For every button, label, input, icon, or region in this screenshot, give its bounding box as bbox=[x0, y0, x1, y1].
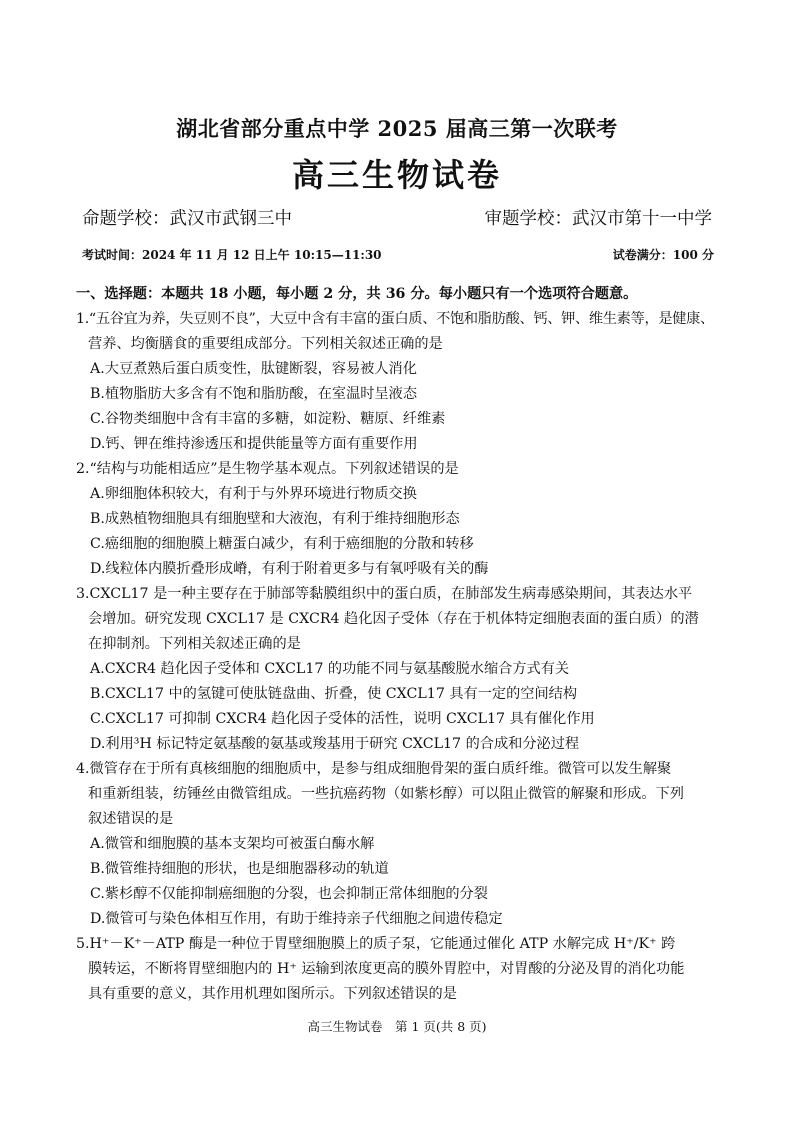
question-option: C.CXCL17 可抑制 CXCR4 趋化因子受体的活性，说明 CXCL17 具有催化作用 bbox=[90, 711, 595, 727]
full-score: 试卷满分：100 分 bbox=[612, 248, 714, 262]
question-stem-line: 5.H⁺－K⁺－ATP 酶是一种位于胃壁细胞膜上的质子泵，它能通过催化 ATP 水解完成 H⁺/K⁺ 跨 bbox=[76, 936, 676, 952]
question-option: D.线粒体内膜折叠形成嵴，有利于附着更多与有氧呼吸有关的酶 bbox=[90, 561, 489, 577]
question-stem-line: 和重新组装，纺锤丝由微管组成。一些抗癌药物（如紫杉醇）可以阻止微管的解聚和形成。下列 bbox=[88, 786, 684, 802]
question-option: B.成熟植物细胞具有细胞壁和大液泡，有利于维持细胞形态 bbox=[90, 511, 460, 527]
question-option: D.利用³H 标记特定氨基酸的氨基或羧基用于研究 CXCL17 的合成和分泌过程 bbox=[90, 736, 580, 752]
question-stem-line: 4.微管存在于所有真核细胞的细胞质中，是参与组成细胞骨架的蛋白质纤维。微管可以发生解聚 bbox=[76, 761, 672, 777]
setter-school: 命题学校：武汉市武钢三中 bbox=[82, 209, 292, 229]
question-option: A.微管和细胞膜的基本支架均可被蛋白酶水解 bbox=[90, 836, 375, 852]
exam-time: 考试时间：2024 年 11 月 12 日上午 10:15—11:30 bbox=[82, 248, 382, 262]
question-stem-line: 在抑制剂。下列相关叙述正确的是 bbox=[88, 636, 301, 652]
question-stem-line: 3.CXCL17 是一种主要存在于肺部等黏膜组织中的蛋白质，在肺部发生病毒感染期间，其表达水平 bbox=[76, 586, 693, 602]
question-option: B.微管维持细胞的形状，也是细胞器移动的轨道 bbox=[90, 861, 389, 877]
exam-meta bbox=[82, 246, 714, 264]
question-stem-line: 膜转运，不断将胃壁细胞内的 H⁺ 运输到浓度更高的膜外胃腔中，对胃酸的分泌及胃的消化功能 bbox=[88, 961, 685, 977]
question-stem-line: 2.“结构与功能相适应”是生物学基本观点。下列叙述错误的是 bbox=[76, 461, 459, 477]
question-stem-line: 叙述错误的是 bbox=[88, 811, 174, 827]
question-option: C.紫杉醇不仅能抑制癌细胞的分裂，也会抑制正常体细胞的分裂 bbox=[90, 886, 488, 902]
question-option: C.癌细胞的细胞膜上糖蛋白减少，有利于癌细胞的分散和转移 bbox=[90, 536, 474, 552]
question-stem-line: 1.“五谷宜为养，失豆则不良”，大豆中含有丰富的蛋白质、不饱和脂肪酸、钙、钾、维生素等，是健康、 bbox=[76, 311, 714, 327]
school-info bbox=[82, 205, 712, 231]
page-footer: 高三生物试卷 第 1 页(共 8 页) bbox=[307, 1019, 487, 1034]
question-option: D.微管可与染色体相互作用，有助于维持亲子代细胞之间遗传稳定 bbox=[90, 911, 503, 927]
section-heading: 一、选择题：本题共 18 小题，每小题 2 分，共 36 分。每小题只有一个选项符合题意。 bbox=[76, 286, 638, 302]
question-option: C.谷物类细胞中含有丰富的多糖，如淀粉、糖原、纤维素 bbox=[90, 411, 446, 427]
exam-title: 湖北省部分重点中学 2025 届高三第一次联考 bbox=[176, 116, 618, 141]
question-option: A.大豆煮熟后蛋白质变性，肽键断裂，容易被人消化 bbox=[90, 361, 417, 377]
question-option: A.卵细胞体积较大，有利于与外界环境进行物质交换 bbox=[90, 486, 417, 502]
paper-title: 高三生物试卷 bbox=[291, 156, 502, 194]
question-option: B.CXCL17 中的氢键可使肽链盘曲、折叠，使 CXCL17 具有一定的空间结构 bbox=[90, 686, 578, 702]
question-option: D.钙、钾在维持渗透压和提供能量等方面有重要作用 bbox=[90, 436, 418, 452]
question-stem-line: 会增加。研究发现 CXCL17 是 CXCR4 趋化因子受体（存在于机体特定细胞表面的蛋白质）的潜 bbox=[88, 611, 699, 627]
question-stem-line: 营养、均衡膳食的重要组成部分。下列相关叙述正确的是 bbox=[88, 336, 443, 352]
question-stem-line: 具有重要的意义，其作用机理如图所示。下列叙述错误的是 bbox=[88, 986, 457, 1002]
question-option: B.植物脂肪大多含有不饱和脂肪酸，在室温时呈液态 bbox=[90, 386, 418, 402]
question-option: A.CXCR4 趋化因子受体和 CXCL17 的功能不同与氨基酸脱水缩合方式有关 bbox=[90, 661, 570, 677]
reviewer-school: 审题学校：武汉市第十一中学 bbox=[484, 209, 712, 229]
